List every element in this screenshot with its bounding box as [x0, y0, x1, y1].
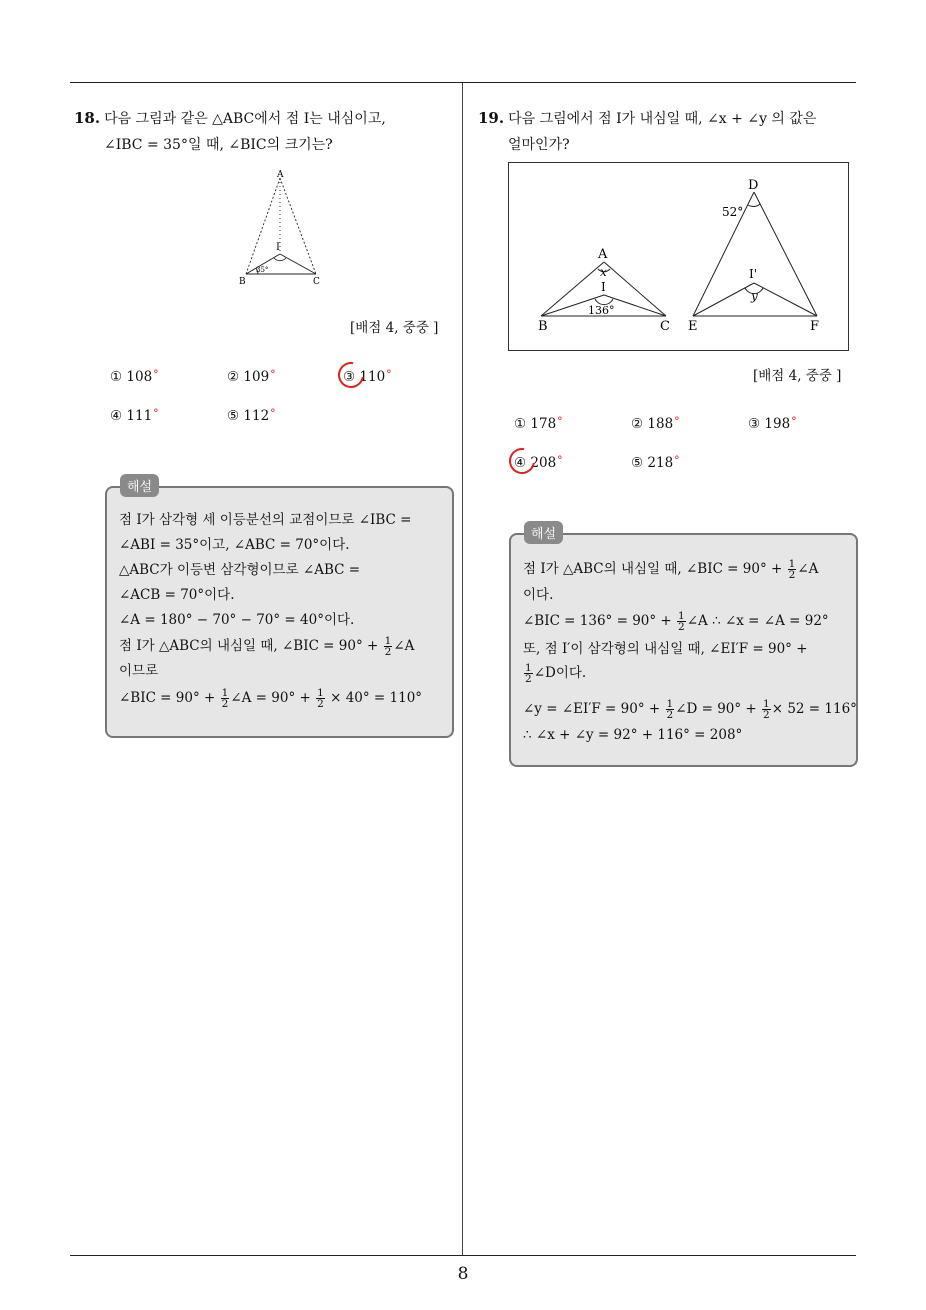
sol19-line4: 또, 점 I′이 삼각형의 내심일 때, ∠EI′F = 90° + — [523, 641, 808, 657]
sol19-line5: $\frac{1}{2}$ ∠D이다. — [525, 662, 587, 685]
label-angle-136: 136° — [588, 304, 615, 317]
question-text-line2: 얼마인가? — [508, 137, 570, 153]
side-ab — [246, 178, 280, 274]
fraction-half: $\frac{1}{2}$ — [221, 687, 229, 710]
sol18-line6: 점 I가 △ABC의 내심일 때, ∠BIC = 90° + $\frac{1}{2}$ ∠A — [119, 635, 415, 658]
q19-answer-mark — [504, 443, 540, 479]
fraction-half: $\frac{1}{2}$ — [788, 558, 796, 581]
sol18-line1: 점 I가 삼각형 세 이등분선의 교점이므로 ∠IBC = — [119, 512, 412, 528]
q18-score: [배점 4, 중중 ] — [350, 320, 439, 336]
label-i: I — [601, 280, 606, 294]
label-x: x — [600, 265, 607, 279]
q18-choice-2[interactable]: ② 109° — [227, 368, 276, 385]
question-text-line1: 다음 그림과 같은 △ABC에서 점 I는 내심이고, — [104, 111, 386, 127]
sol18-line7: 이므로 — [119, 663, 159, 679]
label-a: A — [598, 247, 608, 262]
q18-choice-1[interactable]: ① 108° — [110, 368, 159, 385]
label-f: F — [810, 319, 820, 334]
column-divider — [462, 83, 463, 1255]
label-i-prime: I' — [749, 267, 758, 281]
fraction-half: $\frac{1}{2}$ — [666, 698, 674, 721]
segment-ci — [280, 254, 316, 274]
label-d: D — [748, 178, 759, 193]
figure-frame — [509, 163, 849, 351]
label-a: A — [277, 170, 284, 180]
sol18-line8: ∠BIC = 90° + $\frac{1}{2}$ ∠A = 90° + $\frac{1}{2}$ × 40° = 110° — [119, 687, 423, 710]
q19-choice-2[interactable]: ② 188° — [631, 415, 680, 432]
fraction-half: $\frac{1}{2}$ — [384, 635, 392, 658]
fraction-half: $\frac{1}{2}$ — [763, 698, 770, 721]
q19-choice-4[interactable]: ④ 208° — [514, 454, 563, 471]
label-angle-52: 52° — [722, 205, 744, 219]
sol19-line3: ∠BIC = 136° = 90° + $\frac{1}{2}$ ∠A ∴ ∠x = ∠A = 92° — [523, 610, 829, 633]
q18-answer-mark — [333, 357, 369, 393]
q18-choice-3[interactable]: ③ 110° — [343, 368, 392, 385]
sol19-line7: ∴ ∠x + ∠y = 92° + 116° = 208° — [523, 727, 743, 743]
header-rule — [70, 82, 856, 83]
sol19-line2: 이다. — [523, 587, 554, 603]
label-b: B — [239, 277, 246, 287]
sol18-line3: △ABC가 이등변 삼각형이므로 ∠ABC = — [119, 562, 361, 578]
q19-score: [배점 4, 중중 ] — [753, 368, 842, 384]
footer-rule — [70, 1255, 856, 1256]
q18-solution-tag: 해설 — [120, 474, 159, 497]
side-ac — [280, 178, 316, 274]
label-b: B — [538, 319, 548, 334]
q19-figure — [508, 162, 849, 352]
q18-choice-5[interactable]: ⑤ 112° — [227, 407, 276, 424]
label-i: I — [276, 242, 280, 253]
question-19 — [478, 105, 858, 158]
question-text-line2: ∠IBC = 35°일 때, ∠BIC의 크기는? — [104, 137, 333, 153]
label-y: y — [751, 289, 758, 303]
question-number: 19. — [478, 109, 505, 127]
question-number: 18. — [74, 109, 101, 127]
q18-figure — [236, 166, 326, 290]
q19-choice-5[interactable]: ⑤ 218° — [631, 454, 680, 471]
label-angle-35: 35° — [256, 266, 269, 274]
fraction-half: $\frac{1}{2}$ — [678, 610, 685, 633]
sol19-line6: ∠y = ∠EI′F = 90° + $\frac{1}{2}$ ∠D = 90° + $\frac{1}{2}$ × 52 = 116° — [523, 698, 857, 721]
label-c: C — [660, 319, 670, 334]
angle-arc-i — [274, 258, 286, 261]
fraction-half: $\frac{1}{2}$ — [317, 687, 324, 710]
q19-solution-box — [509, 533, 858, 767]
fraction-half: $\frac{1}{2}$ — [525, 662, 532, 685]
q19-choice-1[interactable]: ① 178° — [514, 415, 563, 432]
sol18-line5: ∠A = 180° − 70° − 70° = 40°이다. — [119, 612, 355, 628]
sol19-line1: 점 I가 △ABC의 내심일 때, ∠BIC = 90° + $\frac{1}{2}$ ∠A — [523, 558, 819, 581]
sol18-line2: ∠ABI = 35°이고, ∠ABC = 70°이다. — [119, 537, 350, 553]
q18-choice-4[interactable]: ④ 111° — [110, 407, 159, 424]
question-18 — [74, 105, 454, 158]
sol18-line4: ∠ACB = 70°이다. — [119, 587, 235, 603]
label-c: C — [313, 277, 320, 287]
q19-choice-3[interactable]: ③ 198° — [748, 415, 797, 432]
label-e: E — [688, 319, 698, 334]
q19-solution-tag: 해설 — [524, 521, 563, 544]
page-number: 8 — [457, 1264, 469, 1284]
q18-solution-box — [105, 486, 454, 738]
question-text-line1: 다음 그림에서 점 I가 내심일 때, ∠x + ∠y 의 값은 — [508, 111, 817, 127]
